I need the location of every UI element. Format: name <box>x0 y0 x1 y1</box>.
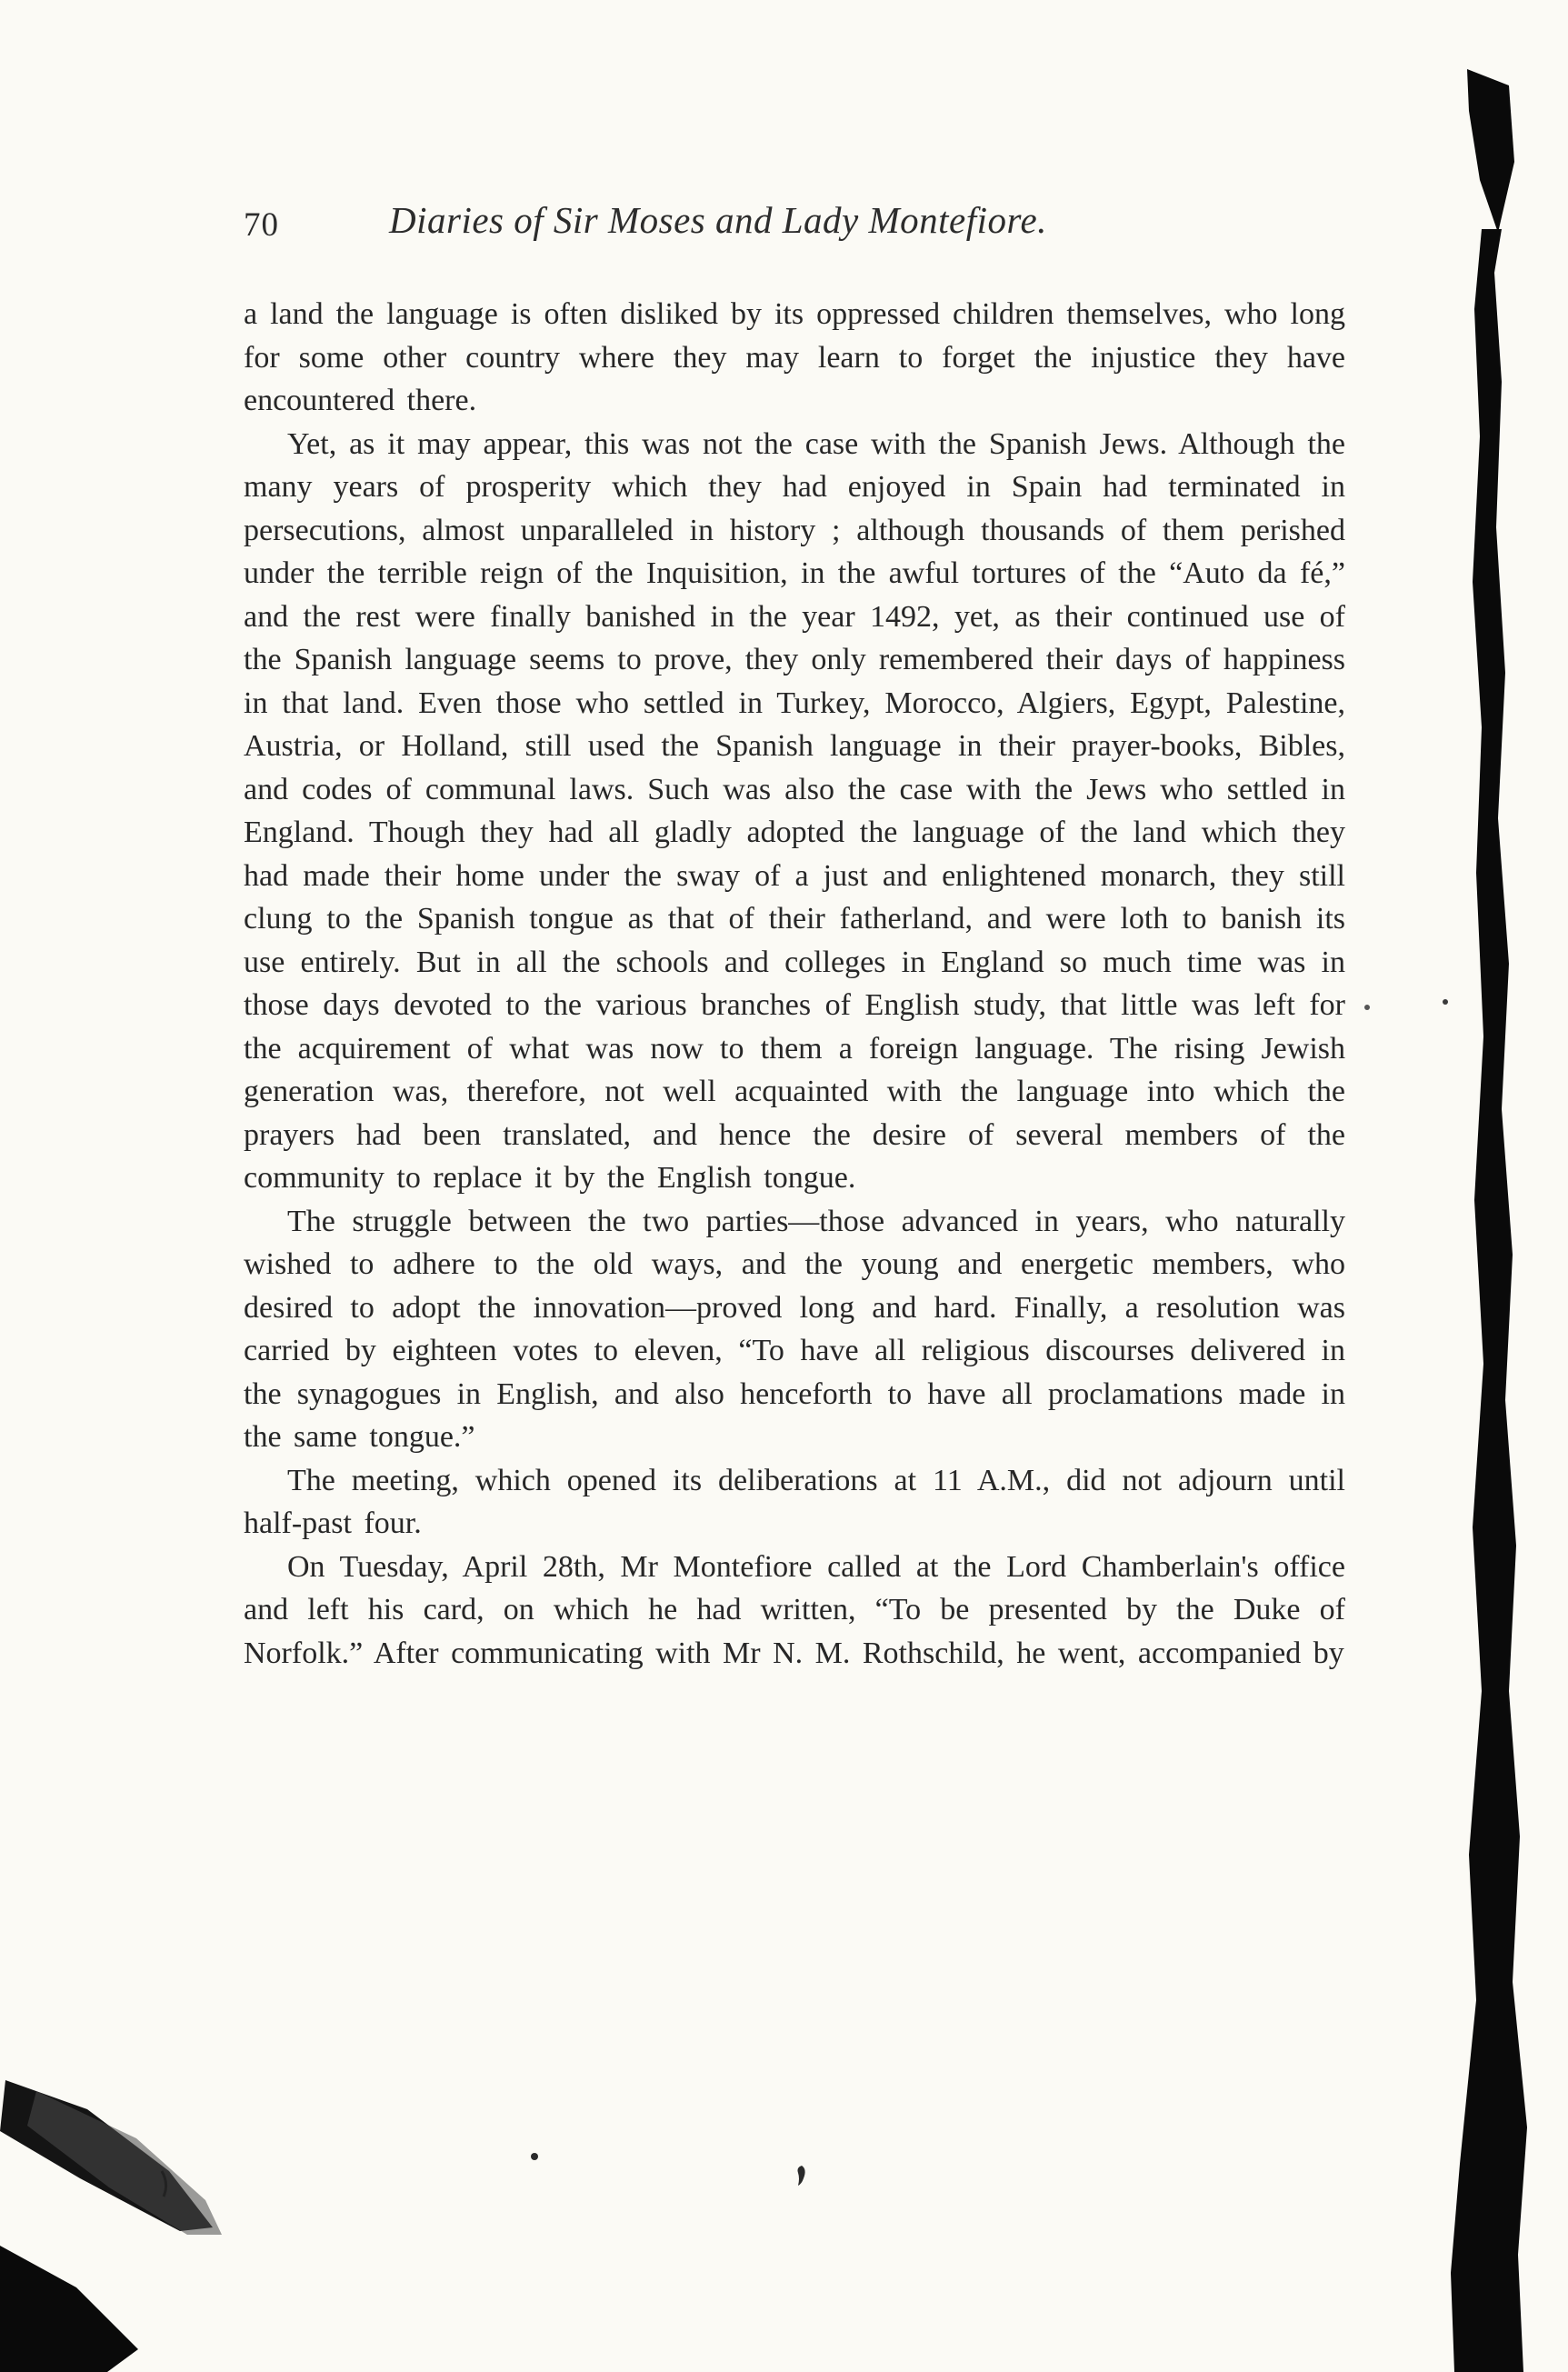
scan-artifact-right-band <box>1451 229 1527 2372</box>
scan-artifact-bottom-left-streak-soft <box>27 2091 222 2235</box>
paragraph: The meeting, which opened its deliberations at 11 A.M., did not adjourn until half-past four. <box>244 1463 1345 1540</box>
paragraph: Yet, as it may appear, this was not the case with the Spanish Jews. Although the many years of prosperity which they had enjoyed in Spain had terminated in persecutions, almost unparalleled in history ; although thousands of them perished under the terrible reign of the Inquisition, in the awful tortures of the “Auto da fé,” and the rest were finally banished in the year 1492, yet, as their continued use of the Spanish language seems to prove, they only remembered their days of happiness in that land. Even those who settled in Turkey, Morocco, Algiers, Egypt, Palestine, Austria, or Holland, still used the Spanish language in their prayer-books, Bibles, and codes of communal laws. Such was also the case with the Jews who settled in England. Though they had all gladly adopted the language of the land which they had made their home under the sway of a just and enlightened monarch, they still clung to the Spanish tongue as that of their fatherland, and were loth to banish its use entirely. But in all the schools and colleges in England so much time was in those days devoted to the various branches of English study, that little was left for the acquirement of what was now to them a foreign language. The rising Jewish generation was, therefore, not well acquainted with the language into which the prayers had been translated, and hence the desire of several members of the community to replace it by the English tongue. <box>244 426 1345 1195</box>
paragraph: The struggle between the two parties—those advanced in years, who naturally wished to adhere to the old ways, and the young and energetic members, who desired to adopt the innovation—proved long and hard. Finally, a resolution was carried by eighteen votes to eleven, “To have all religious discourses delivered in the synagogues in English, and also henceforth to have all proclamations made in the same tongue.” <box>244 1204 1345 1454</box>
scan-artifact-fleck <box>1364 1005 1370 1010</box>
scan-artifact-top-right-wedge <box>1467 69 1514 233</box>
page-content <box>244 198 1345 1675</box>
paragraph: On Tuesday, April 28th, Mr Montefiore called at the Lord Chamberlain's office and left his card, on which he had written, “To be presented by the Duke of Norfolk.” After communicating with Mr N. M. Rothschild, he went, accompanied by <box>244 1549 1345 1670</box>
running-title: Diaries of Sir Moses and Lady Montefiore. <box>389 199 1047 241</box>
scan-artifact-corner-blob <box>0 2246 138 2372</box>
page-number: 70 <box>244 206 279 244</box>
scan-artifact-fleck <box>1443 999 1448 1005</box>
paragraph: a land the language is often disliked by its oppressed children themselves, who long for some other country where they may learn to forget the injustice they have encountered there. <box>244 297 1345 417</box>
scan-artifact-bottom-left-streak <box>0 2080 213 2231</box>
scan-artifact-ink-dot <box>531 2153 538 2160</box>
scan-artifact-ink-comma <box>798 2166 805 2186</box>
page-header <box>244 198 1345 269</box>
scan-artifact-pen-mark <box>162 2171 166 2197</box>
page-body <box>244 293 1345 1675</box>
